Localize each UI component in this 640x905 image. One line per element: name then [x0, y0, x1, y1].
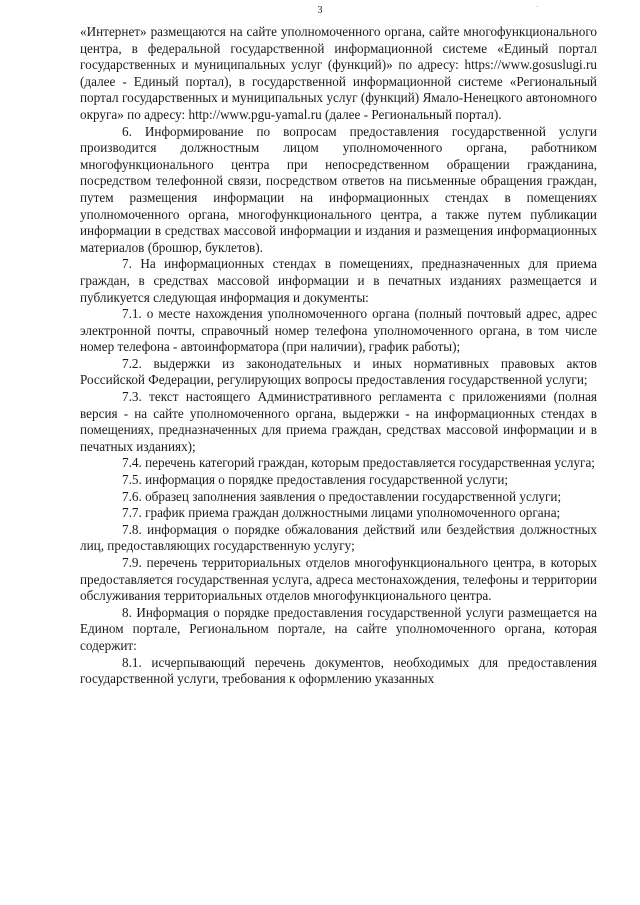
paragraph-item-8-1: 8.1. исчерпывающий перечень документов, необходимых для предоставления государственной услуги, требования к оформлению указанных: [80, 654, 597, 687]
paragraph-item-7-3: 7.3. текст настоящего Административного регламента с приложениями (полная версия - на сайте уполномоченного органа, выдержки - на информационных стендах в помещениях, предназначенных для приема граждан, средствах массовой информации и в печатных изданиях);: [80, 389, 597, 454]
body-text: [80, 24, 597, 688]
paragraph-item-7-9: 7.9. перечень территориальных отделов многофункционального центра, в которых предоставляется государственная услуга, адреса местонахождения, телефоны и территории обслуживания территориальных отделов многофункционального центра.: [80, 555, 597, 604]
paragraph-item-6: 6. Информирование по вопросам предоставления государственной услуги производится должностным лицом уполномоченного органа, работником многофункционального центра при непосредственном обращении гражданина, посредством телефонной связи, посредством ответов на письменные обращения граждан, путем размещения информации на информационных стендах в помещениях уполномоченного органа, многофункционального центра, а также путем публикации информации в средствах массовой информации и издания и размещения информационных материалов (брошюр, буклетов).: [80, 123, 597, 255]
paragraph-item-7-5: 7.5. информация о порядке предоставления государственной услуги;: [122, 472, 509, 488]
paragraph-item-7-2: 7.2. выдержки из законодательных и иных нормативных правовых актов Российской Федерации, регулирующих вопросы предоставления государственной услуги;: [80, 355, 597, 388]
page-number: 3: [317, 5, 323, 16]
corner-mark: ·: [536, 3, 539, 11]
paragraph-continuation: «Интернет» размещаются на сайте уполномоченного органа, сайте многофункционального центра, в федеральной государственной информационной системе «Единый портал государственных и муниципальных услуг (функций)» по адресу: https://www.gosuslugi.ru (далее - Единый портал), в государственной информационной системе «Региональный портал государственных и муниципальных услуг (функций) Ямало-Ненецкого автономного округа» по адресу: http://www.pgu-yamal.ru (далее - Региональный портал).: [80, 24, 597, 122]
paragraph-item-8: 8. Информация о порядке предоставления государственной услуги размещается на Едином портале, Региональном портале, на сайте уполномоченного органа, которая содержит:: [80, 604, 597, 653]
paragraph-item-7-1: 7.1. о месте нахождения уполномоченного органа (полный почтовый адрес, адрес электронной почты, справочный номер телефона уполномоченного органа, в том числе номер телефона - автоинформатора (при наличии), график работы);: [80, 306, 597, 355]
paragraph-item-7-8: 7.8. информация о порядке обжалования действий или бездействия должностных лиц, предоставляющих государственную услугу;: [80, 521, 597, 554]
paragraph-item-7-6: 7.6. образец заполнения заявления о предоставлении государственной услуги;: [122, 488, 562, 504]
paragraph-item-7-7: 7.7. график приема граждан должностными лицами уполномоченного органа;: [122, 505, 561, 521]
paragraph-item-7-4: 7.4. перечень категорий граждан, которым предоставляется государственная услуга;: [122, 455, 595, 471]
paragraph-item-7: 7. На информационных стендах в помещениях, предназначенных для приема граждан, в средствах массовой информации и в печатных изданиях размещается и публикуется следующая информация и документы:: [80, 256, 597, 305]
